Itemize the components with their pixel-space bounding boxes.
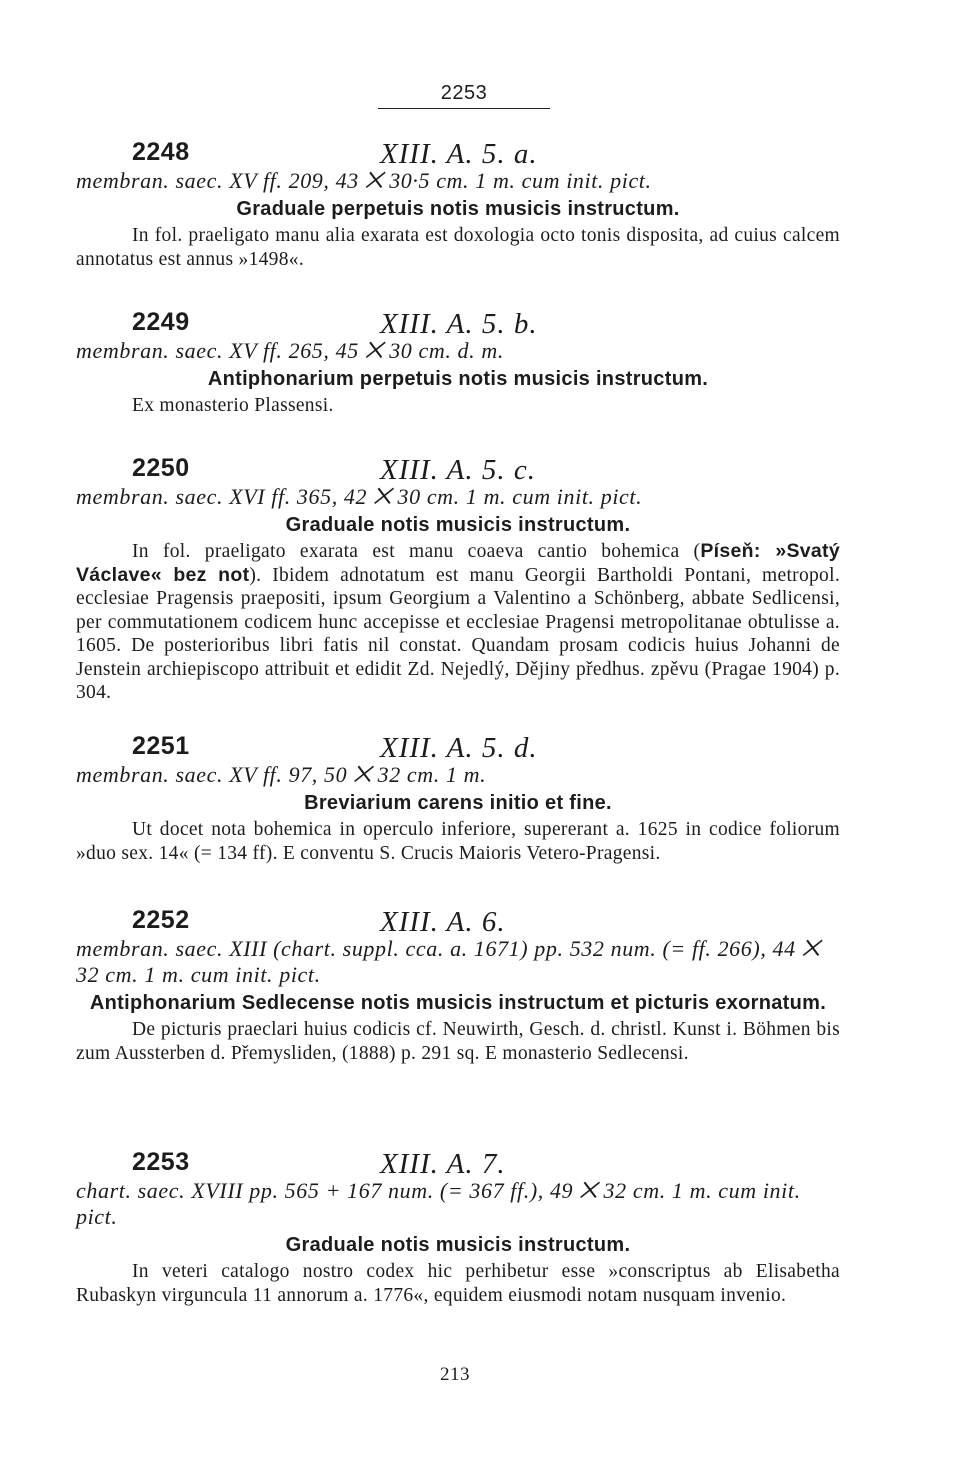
entry-number: 2251	[132, 732, 190, 760]
entry-title: Breviarium carens initio et fine.	[304, 792, 612, 814]
entry-physical-description: membran. saec. XV ff. 265, 45 ⨉ 30 cm. d. m.	[76, 338, 504, 363]
entry-heading	[76, 308, 840, 338]
entry-note: In veteri catalogo nostro codex hic perhibetur esse »conscriptus ab Elisabetha Rubaskyn virguncula 11 annorum a. 1776«, equidem eiusmodi notam nusquam invenio.	[76, 1261, 840, 1306]
entry-title: Graduale notis musicis instructum.	[285, 514, 631, 536]
entry-physical-description: membran. saec. XVI ff. 365, 42 ⨉ 30 cm. 1 m. cum init. pict.	[76, 484, 643, 509]
entry-physical-description: membran. saec. XIII (chart. suppl. cca. a. 1671) pp. 532 num. (= ff. 266), 44 ⨉ 32 cm. 1 m. cum init. pict.	[76, 936, 821, 987]
entry-shelfmark: XIII. A. 7.	[380, 1148, 506, 1180]
catalog-entry-2251	[76, 732, 840, 865]
catalog-entry-2249	[76, 308, 840, 418]
entry-heading	[76, 906, 840, 936]
entry-number: 2248	[132, 138, 190, 166]
entry-number: 2249	[132, 308, 190, 336]
entry-note: De picturis praeclari huius codicis cf. Neuwirth, Gesch. d. christl. Kunst i. Böhmen bis zum Aussterben d. Přemysliden, (1888) p. 291 sq. E monasterio Sedlecensi.	[76, 1019, 840, 1064]
entry-title: Graduale notis musicis instructum.	[285, 1234, 631, 1256]
entry-title: Antiphonarium perpetuis notis musicis instructum.	[207, 368, 709, 390]
catalog-entry-2248	[76, 138, 840, 271]
running-head: 2253	[440, 82, 488, 104]
entry-physical-description: membran. saec. XV ff. 209, 43 ⨉ 30·5 cm. 1 m. cum init. pict.	[76, 168, 652, 193]
entry-shelfmark: XIII. A. 5. c.	[380, 454, 536, 486]
entry-physical-description: chart. saec. XVIII pp. 565 + 167 num. (= 367 ff.), 49 ⨉ 32 cm. 1 m. cum init. pict.	[76, 1178, 801, 1229]
entry-note-bold-song-title: Píseň: »Svatý Václave« bez not	[76, 540, 840, 586]
running-head-rule	[378, 108, 550, 109]
entry-note-text: In fol. praeligato exarata est manu coaeva cantio bohemica (	[132, 541, 701, 562]
entry-heading	[76, 732, 840, 762]
entry-note: Ut docet nota bohemica in operculo inferiore, supererant a. 1625 in codice foliorum »duo sex. 14« (= 134 ff). E conventu S. Crucis Maioris Vetero-Pragensi.	[76, 819, 840, 864]
entry-number: 2253	[132, 1148, 190, 1176]
entry-physical-description: membran. saec. XV ff. 97, 50 ⨉ 32 cm. 1 m.	[76, 762, 487, 787]
entry-note-text: ). Ibidem adnotatum est manu Georgii Bartholdi Pontani, metropol. ecclesiae Pragensis praepositi, ipsum Georgium a Valentino a Schönberg, abbate Sedlicensi, per commutationem codicem hunc accepisse et ecclesiae Pragensi metropolitanae obtulisse a. 1605. De posterioribus libri fatis nil constat. Quandam prosam codicis huius Johanni de Jenstein archiepiscopo attribuit et edidit Zd. Nejedlý, Dějiny předhus. zpěvu (Pragae 1904) p. 304.	[76, 564, 840, 703]
catalog-entry-2252	[76, 906, 840, 1065]
page-number: 213	[440, 1364, 470, 1385]
entry-shelfmark: XIII. A. 5. b.	[380, 308, 538, 340]
entry-number: 2250	[132, 454, 190, 482]
entry-title: Antiphonarium Sedlecense notis musicis instructum et picturis exornatum.	[89, 992, 827, 1014]
entry-shelfmark: XIII. A. 5. a.	[380, 138, 538, 170]
entry-heading	[76, 454, 840, 484]
entry-note: Ex monasterio Plassensi.	[132, 395, 334, 416]
catalog-entry-2250	[76, 454, 840, 705]
entry-heading	[76, 138, 840, 168]
entry-note: In fol. praeligato manu alia exarata est doxologia octo tonis disposita, ad cuius calcem annotatus est annus »1498«.	[76, 225, 840, 270]
entry-number: 2252	[132, 906, 190, 934]
entry-shelfmark: XIII. A. 6.	[380, 906, 506, 938]
entry-title: Graduale perpetuis notis musicis instructum.	[236, 198, 680, 220]
entry-shelfmark: XIII. A. 5. d.	[380, 732, 538, 764]
entry-note	[76, 540, 840, 705]
entry-heading	[76, 1148, 840, 1178]
catalog-entry-2253	[76, 1148, 840, 1307]
